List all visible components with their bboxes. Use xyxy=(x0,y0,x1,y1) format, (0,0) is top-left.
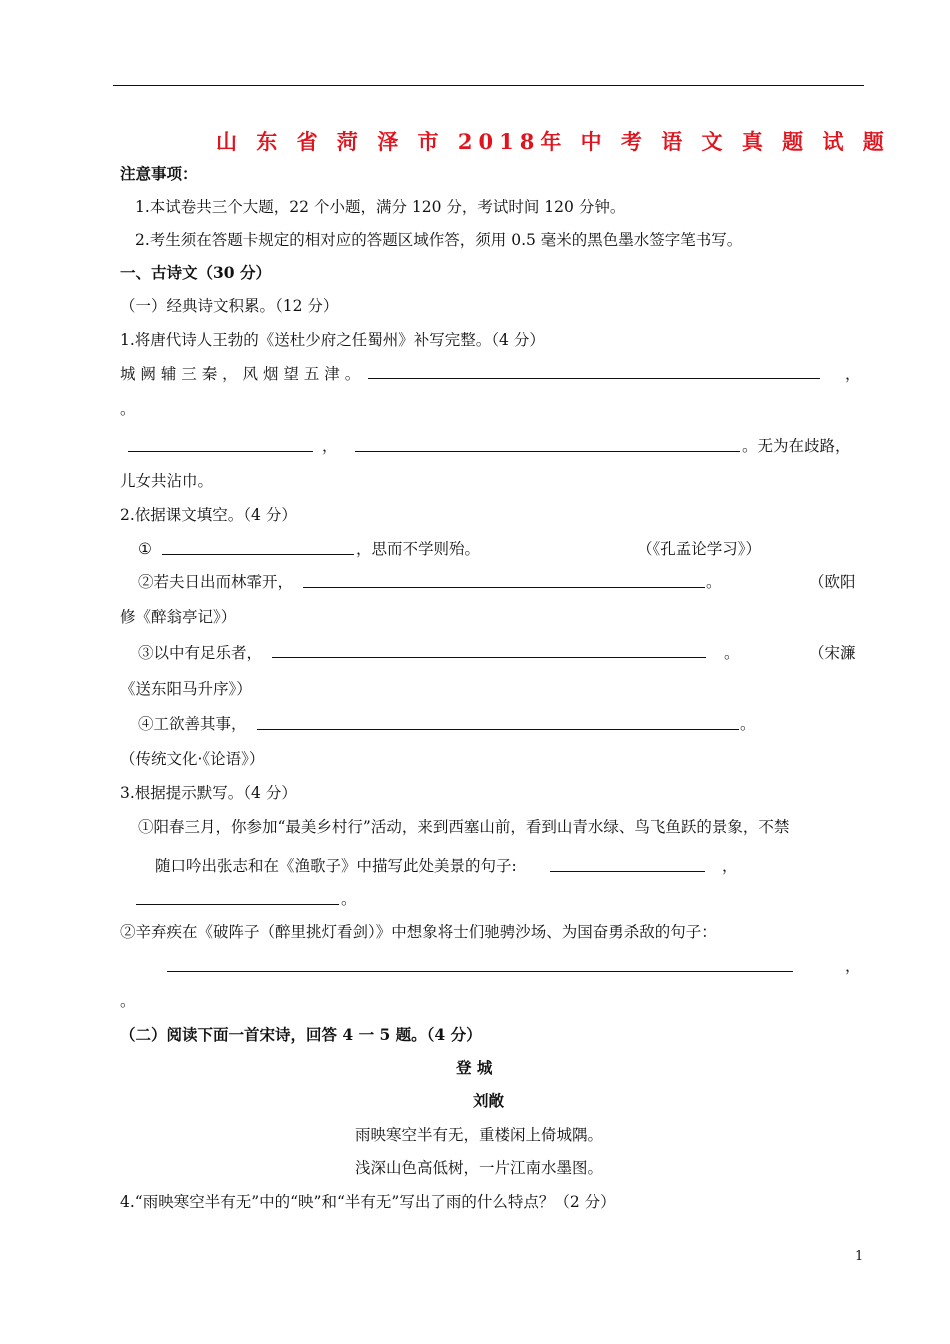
q2-item1-text: ，思而不学则殆。 xyxy=(356,540,481,558)
q1-answer-blank-1[interactable] xyxy=(368,378,820,379)
q1-prompt: 1.将唐代诗人王勃的《送杜少府之任蜀州》补写完整。（4 分） xyxy=(120,331,545,349)
q2-item2-end: 。 xyxy=(706,573,722,591)
section2-heading: （二）阅读下面一首宋诗，回答 4 一 5 题。（4 分） xyxy=(120,1025,482,1044)
q2-answer-blank-4[interactable] xyxy=(257,729,739,730)
q2-item3-source: （宋濂 xyxy=(809,644,856,662)
q3-item2-period: 。 xyxy=(120,992,136,1010)
q2-item4-source: （传统文化·《论语》） xyxy=(120,750,265,768)
q2-item3-text: ③以中有足乐者， xyxy=(138,644,263,662)
q3-answer-blank-1[interactable] xyxy=(550,871,705,872)
q3-item1-line-a: ①阳春三月，你参加“最美乡村行”活动，来到西塞山前，看到山青水绿、鸟飞鱼跃的景象，不禁 xyxy=(138,818,790,836)
q3-item2-comma: ， xyxy=(845,957,861,975)
notice-item-1: 1.本试卷共三个大题，22 个小题，满分 120 分，考试时间 120 分钟。 xyxy=(135,198,626,216)
q2-prompt: 2.依据课文填空。（4 分） xyxy=(120,506,297,524)
q2-answer-blank-1[interactable] xyxy=(162,554,354,555)
poem-line-1: 雨映寒空半有无，重楼闲上倚城隅。 xyxy=(355,1126,604,1144)
q1-line1-period: 。 xyxy=(120,400,136,418)
q1-line1-comma: ， xyxy=(845,365,861,383)
poem-author: 刘敞 xyxy=(473,1091,505,1110)
notice-heading: 注意事项： xyxy=(120,164,198,183)
q1-line2-comma: ， xyxy=(322,437,338,455)
q1-line1-text: 城 阙 辅 三 秦 ， 风 烟 望 五 津 。 xyxy=(120,365,361,383)
q2-answer-blank-3[interactable] xyxy=(272,657,706,658)
q2-answer-blank-2[interactable] xyxy=(303,587,705,588)
q1-answer-blank-2[interactable] xyxy=(128,451,313,452)
q2-item1-source: （《孔孟论学习》） xyxy=(637,540,762,558)
page-title: 山 东 省 菏 泽 市 2018年 中 考 语 文 真 题 试 题 xyxy=(216,129,890,154)
page-number: 1 xyxy=(855,1249,864,1264)
q4-prompt: 4.“雨映寒空半有无”中的“映”和“半有无”写出了雨的什么特点？（2 分） xyxy=(120,1193,616,1211)
header-rule xyxy=(113,85,864,86)
notice-item-2: 2.考生须在答题卡规定的相对应的答题区域作答，须用 0.5 毫米的黑色墨水签字笔书写。 xyxy=(135,231,743,249)
q2-item2-source-cont: 修《醉翁亭记》） xyxy=(120,608,237,626)
q2-item1-num: ① xyxy=(138,540,152,558)
q3-prompt: 3.根据提示默写。（4 分） xyxy=(120,784,297,802)
q3-item2-text: ②辛弃疾在《破阵子（醉里挑灯看剑）》中想象将士们驰骋沙场、为国奋勇杀敌的句子： xyxy=(120,923,717,941)
q1-answer-blank-3[interactable] xyxy=(355,451,740,452)
q3-answer-blank-3[interactable] xyxy=(167,971,793,972)
section1-sub1: （一）经典诗文积累。（12 分） xyxy=(120,297,339,315)
q2-item2-source: （欧阳 xyxy=(809,573,856,591)
q3-item1-line-b: 随口吟出张志和在《渔歌子》中描写此处美景的句子: xyxy=(155,857,517,875)
section1-heading: 一、古诗文（30 分） xyxy=(120,263,271,282)
q3-answer-blank-2[interactable] xyxy=(136,904,339,905)
q2-item4-text: ④工欲善其事， xyxy=(138,715,247,733)
q2-item4-end: 。 xyxy=(740,715,756,733)
q2-item3-source-cont: 《送东阳马升序》） xyxy=(120,680,252,698)
poem-title: 登 城 xyxy=(456,1058,493,1077)
q3-item1-period: 。 xyxy=(341,890,357,908)
q3-item1-comma: ， xyxy=(722,857,738,875)
q1-line3: 儿女共沾巾。 xyxy=(120,472,214,490)
q2-item2-text: ②若夫日出而林霏开， xyxy=(138,573,294,591)
poem-line-2: 浅深山色高低树，一片江南水墨图。 xyxy=(355,1159,604,1177)
q1-line2-end: 。无为在歧路， xyxy=(742,437,851,455)
q2-item3-end: 。 xyxy=(724,644,740,662)
